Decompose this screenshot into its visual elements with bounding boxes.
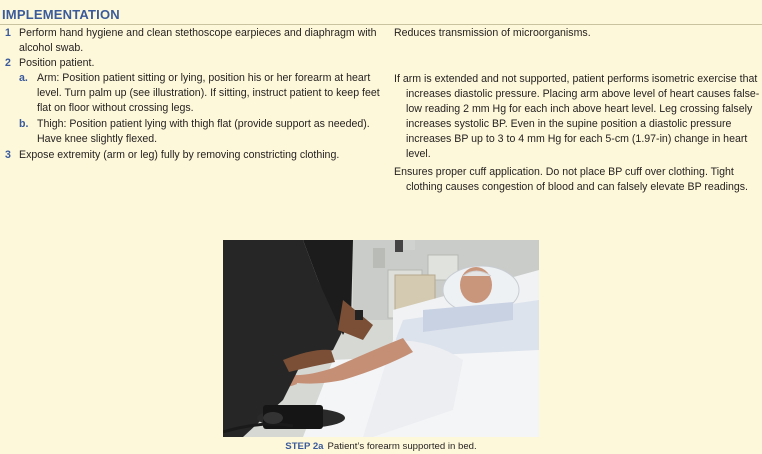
illustration-photo xyxy=(223,240,539,437)
substep-text: Arm: Position patient sitting or lying, position his or her forearm at heart level. Turn palm up (see illustration). If sitting, instruct patient to keep feet flat on floor without crossing legs. xyxy=(37,72,380,114)
substep-letter: a. xyxy=(19,72,28,84)
figure-step-label: STEP 2a xyxy=(285,441,324,452)
step-number: 3 xyxy=(5,149,11,161)
figure-caption xyxy=(223,441,539,452)
step-number: 1 xyxy=(5,27,11,39)
step-2-rationale: If arm is extended and not supported, patient performs isometric exercise that increases diastolic pressure. Placing arm above level of heart causes false-low reading 2 mm Hg for each inch above heart level. Leg crossing falsely increases systolic BP. Even in the supine position a diastolic pressure increases BP up to 3 to 4 mm Hg for each 5-cm (1.97-in) change in heart level. xyxy=(394,73,760,160)
section-heading: IMPLEMENTATION xyxy=(2,7,120,22)
step-2-action xyxy=(0,56,380,71)
substep-2b xyxy=(0,117,380,147)
substep-text: Thigh: Position patient lying with thigh flat (provide support as needed). Have knee slightly flexed. xyxy=(37,118,370,145)
step-1-rationale: Reduces transmission of microorganisms. xyxy=(394,27,591,39)
step-3-rationale: Ensures proper cuff application. Do not place BP cuff over clothing. Tight clothing causes congestion of blood and can falsely elevate BP readings. xyxy=(394,166,748,193)
step-3-action xyxy=(0,148,380,163)
step-text: Perform hand hygiene and clean stethoscope earpieces and diaphragm with alcohol swab. xyxy=(19,27,377,54)
step-number: 2 xyxy=(5,57,11,69)
rationale-column xyxy=(394,25,762,195)
step-text: Position patient. xyxy=(19,57,95,69)
substep-2a xyxy=(0,71,380,116)
figure-caption-text: Patient’s forearm supported in bed. xyxy=(327,441,477,452)
substep-letter: b. xyxy=(19,118,29,130)
step-text: Expose extremity (arm or leg) fully by removing constricting clothing. xyxy=(19,149,340,161)
action-column xyxy=(0,25,380,160)
step-1-action xyxy=(0,26,380,56)
